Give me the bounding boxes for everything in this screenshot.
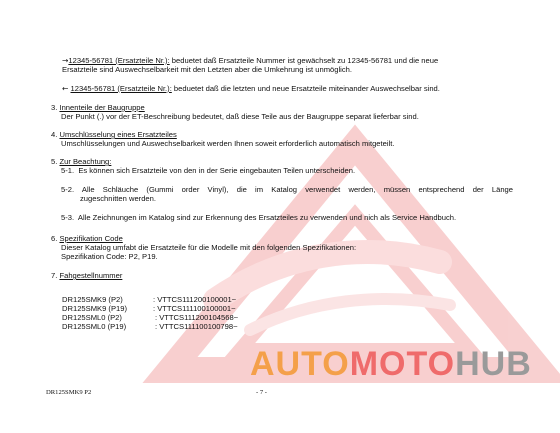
- section-6-line2: Spezifikation Code: P2, P19.: [61, 252, 158, 262]
- item-text: Alle Zeichnungen im Katalog sind zur Erkennung des Ersatzteiles zu verwenden und nich als Service Handbuch.: [77, 213, 457, 222]
- spec-model: DR125SML0 (P2): [62, 313, 122, 322]
- spec-model: DR125SMK9 (P2): [62, 295, 123, 304]
- arrow-right-line2: Ersatzteile sind Auswechselbarkeit mit den Letzten aber die Umkehrung ist unmöglich.: [62, 65, 352, 75]
- section-6-line1: Dieser Katalog umfabt die Ersatzteile für die Modelle mit den folgenden Spezifikationen:: [61, 243, 357, 253]
- section-6-num: 6.: [51, 234, 58, 243]
- section-4-title: Umschlüsselung eines Ersatzteiles: [59, 130, 177, 139]
- section-4-num: 4.: [51, 130, 58, 139]
- item-text: Es können sich Ersatzteile von den in der Serie eingebauten Teilen unterscheiden.: [78, 166, 356, 175]
- section-5-item-3: [61, 213, 521, 222]
- section-3-num: 3.: [51, 103, 58, 112]
- spec-code: : VTTCS111200104568~: [155, 313, 239, 322]
- section-5: [51, 157, 521, 166]
- watermark-moto: MOTO: [349, 345, 456, 383]
- section-5-item-2: [61, 185, 513, 203]
- footer-model: DR125SMK9 P2: [46, 389, 92, 396]
- section-3-title: Innenteile der Baugruppe: [59, 103, 145, 112]
- section-6: [51, 234, 521, 262]
- arrow-right-line1: beduetet daß Ersatzteile Nummer ist gewächselt zu 12345-56781 und die neue: [169, 56, 439, 65]
- spec-code: : VTTCS111200100001~: [153, 295, 237, 304]
- item-line1: Alle Schläuche (Gummi order Vinyl), die im Katalog verwendet werden, müssen entsprechend der Länge: [81, 185, 513, 194]
- item-num: 5-2.: [61, 185, 75, 194]
- section-4: [51, 130, 521, 148]
- arrow-left-icon: ←: [62, 84, 69, 93]
- spec-model: DR125SMK9 (P19): [62, 304, 127, 313]
- page-number: - 7 -: [256, 389, 267, 396]
- spec-code: : VTTCS111100100001~: [153, 304, 236, 313]
- section-5-num: 5.: [51, 157, 58, 166]
- arrow-right-icon: →: [62, 56, 69, 65]
- item-num: 5-1.: [61, 166, 75, 175]
- section-7-num: 7.: [51, 271, 58, 280]
- watermark-auto: AUTO: [250, 345, 350, 383]
- watermark-hub: HUB: [455, 345, 532, 383]
- item-num: 5-3.: [61, 213, 75, 222]
- section-4-body: Umschlüsselungen und Auswechselbarkeit werden Ihnen soweit erforderlich automatisch mitgeteilt.: [61, 139, 395, 149]
- arrow-right-note: [62, 56, 514, 74]
- item-line2: zugeschnitten werden.: [80, 194, 156, 204]
- section-5-title: Zur Beachtung:: [59, 157, 112, 166]
- section-3-body: Der Punkt (.) vor der ET-Beschreibung bedeutet, daß diese Teile aus der Baugruppe separat lieferbar sind.: [61, 112, 419, 122]
- section-6-title: Spezifikation Code: [59, 234, 123, 243]
- spec-code: : VTTCS111100100798~: [155, 322, 238, 331]
- section-7-title: Fahgestellnummer: [59, 271, 123, 280]
- section-7: [51, 271, 521, 280]
- section-5-item-1: [61, 166, 521, 175]
- spec-model: DR125SML0 (P19): [62, 322, 127, 331]
- arrow-right-code: 12345-56781 (Ersatzteile Nr.):: [68, 56, 170, 65]
- arrow-left-note: [62, 84, 514, 93]
- section-3: [51, 103, 521, 121]
- arrow-left-text: beduetet daß die letzten und neue Ersatzteile miteinander Auswechselbar sind.: [171, 84, 440, 93]
- arrow-left-code: 12345-56781 (Ersatzteile Nr.):: [70, 84, 172, 93]
